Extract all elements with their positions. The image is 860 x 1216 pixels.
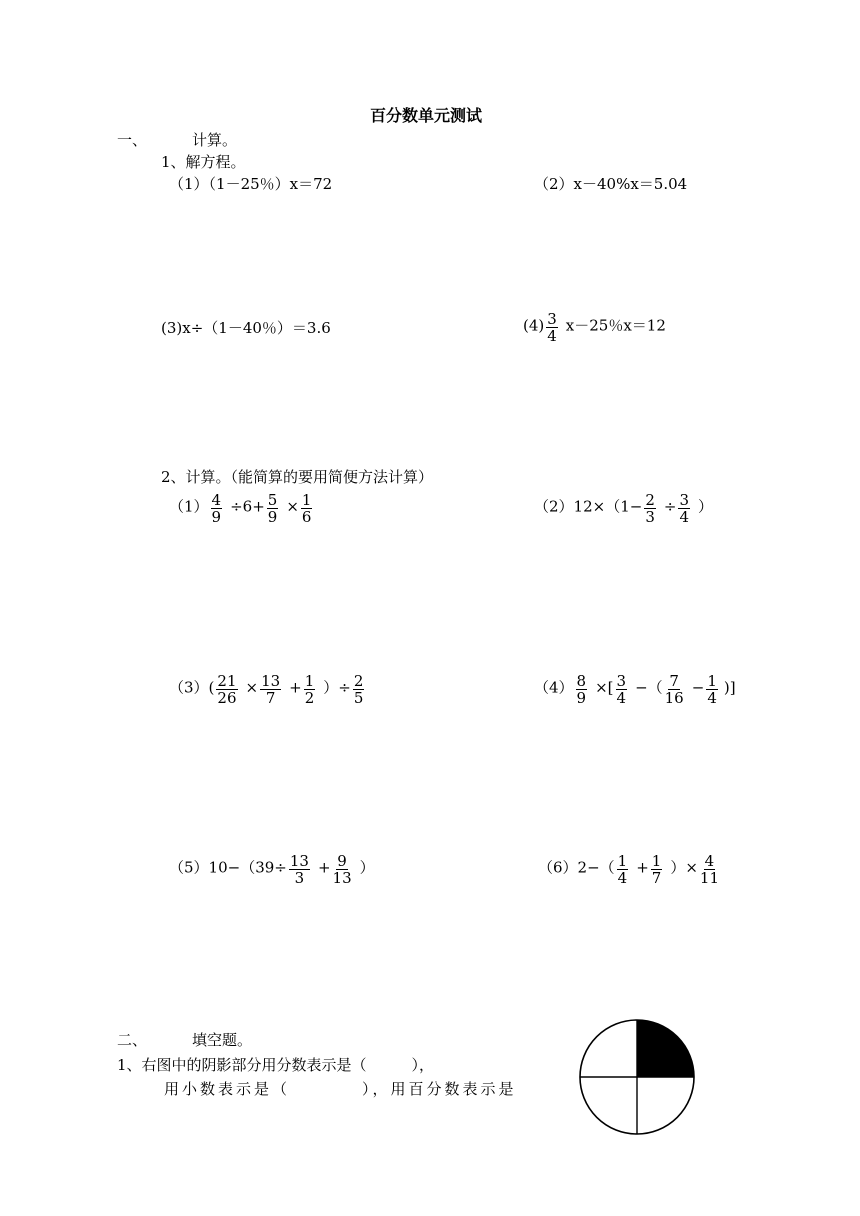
calc2-text: ） xyxy=(697,497,713,516)
calc-3 xyxy=(169,672,366,705)
calc4-text: )] xyxy=(723,678,736,697)
calc4-frac4 xyxy=(706,673,718,706)
calc3-frac1 xyxy=(216,673,237,706)
eq4-suffix: x－25％x＝12 xyxy=(565,316,666,335)
calc4-text: − xyxy=(691,678,705,697)
section1-number: 一、 xyxy=(117,131,148,149)
fraction-denominator: 5 xyxy=(353,689,364,707)
equation-4 xyxy=(523,310,666,343)
calc5-text: ） xyxy=(359,858,375,877)
fill-question-1-line1: 1、右图中的阴影部分用分数表示是（ ）， xyxy=(117,1056,435,1074)
quartered-circle-figure xyxy=(578,1018,696,1136)
eq4-prefix: (4) xyxy=(523,316,545,335)
part1-heading: 1、解方程。 xyxy=(161,153,246,171)
calc-2 xyxy=(534,491,713,524)
fraction-numerator: 1 xyxy=(651,852,662,870)
fraction-denominator: 6 xyxy=(301,508,312,526)
section2-number: 二、 xyxy=(117,1031,148,1049)
calc2-text: ÷ xyxy=(663,497,677,516)
section1-label: 计算。 xyxy=(192,131,238,149)
calc3-text: × xyxy=(245,678,259,697)
calc4-text: ×[ xyxy=(595,678,614,697)
fraction-denominator: 3 xyxy=(294,869,305,887)
calc6-frac3 xyxy=(700,853,719,886)
fraction-numerator: 3 xyxy=(547,310,557,328)
fraction-numerator: 4 xyxy=(211,491,222,509)
calc1-text: （1） xyxy=(169,497,209,516)
calc1-frac3 xyxy=(301,492,313,525)
equation-3: (3)x÷（1－40％）＝3.6 xyxy=(161,319,331,337)
fraction-numerator: 1 xyxy=(707,672,717,690)
calc3-frac4 xyxy=(353,673,365,706)
section2-label: 填空题。 xyxy=(192,1031,253,1049)
fraction-denominator: 9 xyxy=(267,508,278,526)
calc3-text: + xyxy=(289,678,302,697)
calc4-text: −（ xyxy=(635,678,663,697)
calc1-text: × xyxy=(286,497,299,516)
fraction-denominator: 4 xyxy=(617,869,628,887)
fraction-denominator: 26 xyxy=(217,689,237,707)
part2-heading: 2、计算。（能简算的要用简便方法计算） xyxy=(161,468,434,486)
calc5-frac2 xyxy=(333,853,352,886)
fraction-denominator: 13 xyxy=(332,869,352,887)
calc1-text: ÷6+ xyxy=(230,497,265,516)
calc6-text: ）× xyxy=(670,858,698,877)
fraction-numerator: 1 xyxy=(617,852,628,870)
fraction-denominator: 16 xyxy=(664,689,684,707)
fraction-numerator: 3 xyxy=(679,491,689,509)
fill-question-1-line2: 用小数表示是（ ），用百分数表示是 xyxy=(164,1080,517,1098)
fraction-numerator: 8 xyxy=(576,672,587,690)
calc4-text: （4） xyxy=(534,678,574,697)
fraction-numerator: 13 xyxy=(261,672,281,690)
calc-6 xyxy=(538,852,721,885)
fraction-numerator: 13 xyxy=(289,852,309,870)
fraction-denominator: 11 xyxy=(699,869,719,887)
fraction-numerator: 2 xyxy=(353,672,364,690)
calc6-text: （6）2−（ xyxy=(538,858,615,877)
calc6-frac1 xyxy=(617,853,629,886)
calc-4 xyxy=(534,672,736,705)
calc1-frac2 xyxy=(267,492,279,525)
calc4-frac2 xyxy=(616,673,628,706)
fraction-numerator: 1 xyxy=(304,672,315,690)
calc4-frac1 xyxy=(576,673,588,706)
calc5-frac1 xyxy=(289,853,310,886)
fraction-denominator: 4 xyxy=(616,689,627,707)
calc-5 xyxy=(169,852,375,885)
fraction-numerator: 1 xyxy=(301,491,312,509)
calc2-frac2 xyxy=(678,492,690,525)
calc6-text: + xyxy=(636,858,649,877)
equation-1: （1）（1－25％）x＝72 xyxy=(169,175,333,193)
calc3-text: ）÷ xyxy=(323,678,351,697)
fraction-denominator: 2 xyxy=(304,689,315,707)
fraction-numerator: 21 xyxy=(217,672,237,690)
calc6-frac2 xyxy=(651,853,663,886)
fraction-numerator: 9 xyxy=(337,852,347,870)
fraction-numerator: 4 xyxy=(704,852,715,870)
fraction-numerator: 5 xyxy=(267,491,278,509)
fraction-denominator: 4 xyxy=(547,327,557,345)
calc3-frac3 xyxy=(304,673,316,706)
eq4-fraction xyxy=(546,311,558,344)
fraction-denominator: 9 xyxy=(211,508,222,526)
calc3-frac2 xyxy=(260,673,281,706)
calc1-frac1 xyxy=(211,492,223,525)
calc5-text: （5）10−（39÷ xyxy=(169,858,287,877)
fraction-denominator: 7 xyxy=(651,869,662,887)
fraction-denominator: 4 xyxy=(679,508,689,526)
calc3-text: （3）( xyxy=(169,678,215,697)
page-title: 百分数单元测试 xyxy=(370,106,483,125)
calc-1 xyxy=(169,491,314,524)
calc2-frac1 xyxy=(644,492,656,525)
fraction-numerator: 3 xyxy=(616,672,627,690)
fraction-denominator: 7 xyxy=(265,689,276,707)
fraction-denominator: 3 xyxy=(645,508,655,526)
calc4-frac3 xyxy=(665,673,684,706)
fraction-denominator: 9 xyxy=(576,689,587,707)
fraction-numerator: 2 xyxy=(645,491,655,509)
fraction-numerator: 7 xyxy=(669,672,679,690)
fraction-denominator: 4 xyxy=(707,689,717,707)
calc2-text: （2）12×（1− xyxy=(534,497,643,516)
calc5-text: + xyxy=(317,858,331,877)
equation-2: （2）x－40%x＝5.04 xyxy=(534,175,688,193)
